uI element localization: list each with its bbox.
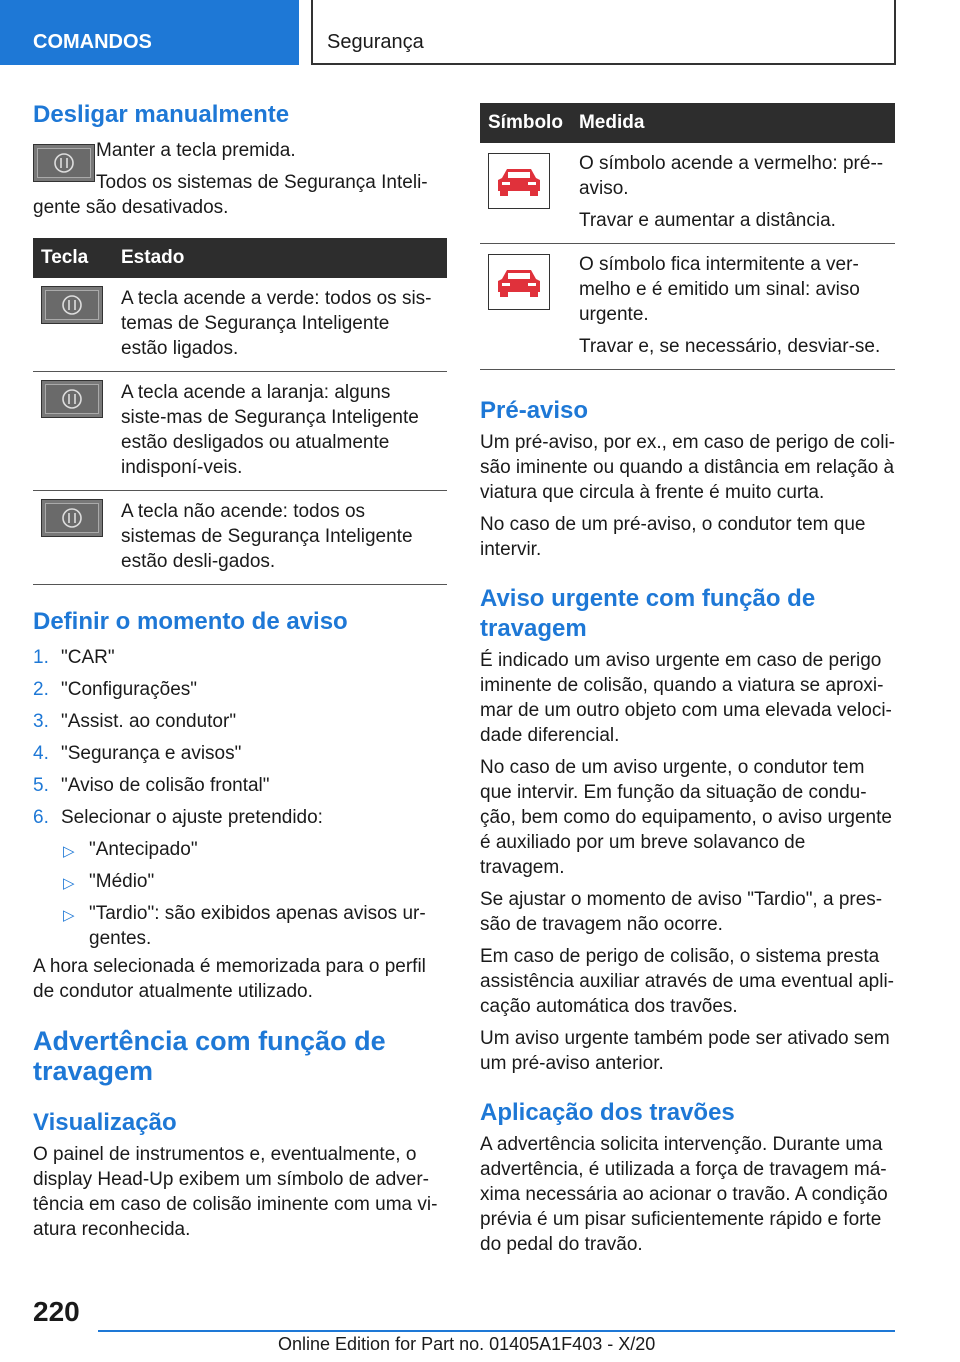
list-item: 1. "CAR" [33,647,115,668]
table-cell: A tecla acende a verde: todos os sis-temas de Segurança Inteligente estão ligados. [113,278,447,372]
table-header-estado: Estado [113,238,447,278]
triangle-bullet-icon: ▷ [63,843,75,860]
chapter-title: Segurança [311,0,896,65]
table-cell: O símbolo fica intermitente a ver-melho e é emitido um sinal: aviso urgente. Travar e, se necessário, desviar-se. [571,244,895,370]
table-row [33,372,447,491]
table-row [480,143,895,244]
table-cell: A tecla não acende: todos os sistemas de Segurança Inteligente estão desli-gados. [113,491,447,585]
preaviso-text-2: No caso de um pré-aviso, o condutor tem que intervir. [480,514,866,560]
assist-button-icon [41,380,103,418]
assist-button-icon [41,499,103,537]
heading-desligar: Desligar manualmente [33,101,290,128]
table-row [480,244,895,370]
list-item: 6. Selecionar o ajuste pretendido: ▷ "Antecipado" ▷ "Médio" ▷ "Tardio": são exibidos apenas avisos ur-gentes. [33,805,447,951]
definir-note: A hora selecionada é memorizada para o perfil de condutor atualmente utilizado. [33,956,426,1002]
table-cell: A tecla acende a laranja: alguns siste-mas de Segurança Inteligente estão desligados ou atualmente indisponí-veis. [113,372,447,491]
table-cell: O símbolo acende a vermelho: pré--aviso. Travar e aumentar a distância. [571,143,895,244]
table-header-medida: Medida [571,103,895,143]
triangle-bullet-icon: ▷ [63,875,75,892]
list-item: ▷ "Médio" [61,869,447,894]
list-item: 4. "Segurança e avisos" [33,743,242,764]
list-item: ▷ "Antecipado" [61,837,447,862]
heading-preaviso: Pré-aviso [480,397,589,424]
table-row [33,491,447,585]
red-car-warning-icon [488,254,550,310]
visualizacao-text: O painel de instrumentos e, eventualmente, o display Head-Up exibem um símbolo de adver-tência em caso de colisão iminente com uma vi-atura reconhecida. [33,1144,438,1240]
footer-edition: Online Edition for Part no. 01405A1F403 - X/20 [278,1334,656,1354]
urgente-text-3: Se ajustar o momento de aviso "Tardio", a pres-são de travagem não ocorre. [480,889,883,935]
list-item: 5. "Aviso de colisão frontal" [33,775,270,796]
section-tab: COMANDOS [0,0,299,65]
desligar-text-1: Manter a tecla premida. [96,140,296,161]
red-car-warning-icon [488,153,550,209]
steps-list [33,645,447,951]
heading-urgente: Aviso urgente com função de travagem [480,585,816,642]
table-header-simbolo: Símbolo [480,103,571,143]
substeps-list [61,837,447,951]
right-column [480,103,895,1257]
heading-aplicacao: Aplicação dos travões [480,1099,735,1126]
desligar-text-2: Todos os sistemas de Segurança Inteli-gente são desativados. [33,172,428,218]
preaviso-text-1: Um pré-aviso, por ex., em caso de perigo de coli-são iminente ou quando a distância em relação à viatura que circula à frente é muito curta. [480,432,896,503]
heading-advertencia: Advertência com função de travagem [33,1026,386,1086]
page-number: 220 [33,1296,80,1327]
urgente-text-2: No caso de um aviso urgente, o condutor tem que intervir. Em função da situação de condu-ção, bem como do equipamento, o aviso urgente é auxiliado por um breve solavanco de travagem. [480,757,892,878]
footer-divider [98,1330,895,1332]
table-row [33,278,447,372]
heading-definir: Definir o momento de aviso [33,608,348,635]
list-item: 2. "Configurações" [33,679,198,700]
triangle-bullet-icon: ▷ [63,907,75,924]
table-header-tecla: Tecla [33,238,113,278]
urgente-text-5: Um aviso urgente também pode ser ativado sem um pré-aviso anterior. [480,1028,890,1074]
urgente-text-4: Em caso de perigo de colisão, o sistema presta assistência auxiliar através de uma eventual apli-cação automática dos travões. [480,946,894,1017]
urgente-text-1: É indicado um aviso urgente em caso de perigo iminente de colisão, quando a viatura se aproxi-mar de um outro objeto com uma elevada veloci-dade diferencial. [480,650,892,746]
heading-visualizacao: Visualização [33,1109,177,1136]
aplicacao-text: A advertência solicita intervenção. Durante uma advertência, é utilizada a força de travagem má-xima necessária ao acionar o travão. A condição prévia é um pisar suficientemente rápido e forte do pedal do travão. [480,1134,888,1255]
list-item: 3. "Assist. ao condutor" [33,711,237,732]
assist-button-icon [33,144,95,182]
symbol-table [480,103,895,370]
left-column [33,100,447,1242]
assist-button-icon [41,286,103,324]
state-table [33,238,447,585]
desligar-block [33,138,447,220]
list-item: ▷ "Tardio": são exibidos apenas avisos ur-gentes. [63,903,426,949]
